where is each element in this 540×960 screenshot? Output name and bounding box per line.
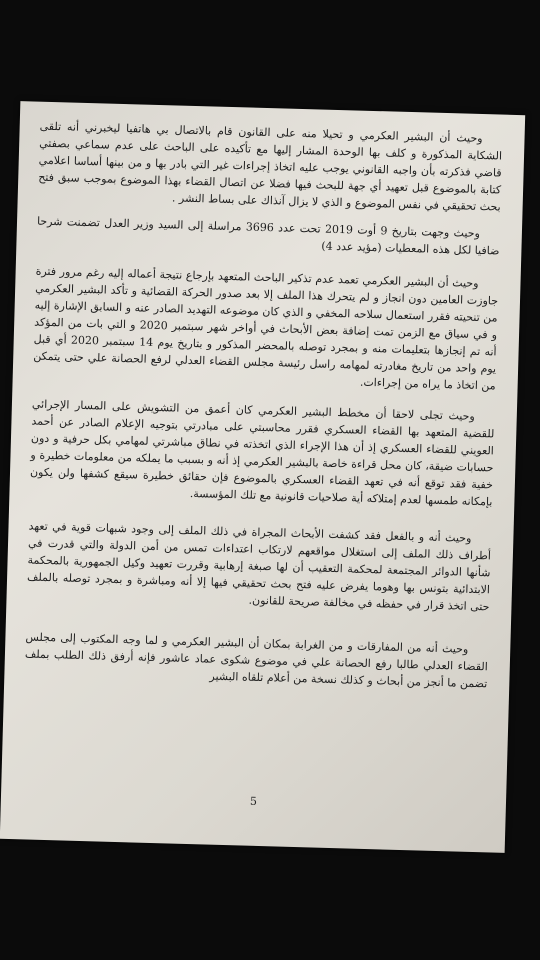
paragraph-1: وحيث أن البشير العكرمي و تحيلا منه على القانون قام بالاتصال بي هاتفيا ليخبرني أنه تلقى الشكاية المذكورة و كلف بها الوحدة المشار إليها مع تأكيده على الباحث على عدم سماعي بصفتي قاضي فذكرته بأن واجبه القانوني يوجب عليه اتخاذ إجراءات غير التي بادر بها و من بينها أساسا اعلامي كتابة بالموضوع قبل تعهيد أي جهة للبحث فيها فضلا عن اتصال القضاء بهذا الموضوع بموجب سبق فتح بحث تحقيقي في نفس الموضوع و الذي لا يزال آنذاك على بساط النشر . <box>38 119 503 214</box>
document-body <box>24 118 503 703</box>
document-page <box>0 101 525 853</box>
paragraph-6: وحيث أنه من المفارقات و من الغرابة بمكان أن البشير العكرمي و لما وجه المكتوب إلى مجلس القضاء العدلي طالبا رفع الحصانة علي في موضوع شكوى عماد عاشور فإنه أرفق ذلك الطلب بملف تضمن ما أنجز من أبحاث و كذلك نسخة من أعلام تلقاه البشير <box>24 630 488 691</box>
paragraph-5: وحيث أنه و بالفعل فقد كشفت الأبحاث المجراة في ذلك الملف إلى وجود شبهات قوية في تعهد أطراف ذلك الملف إلى استغلال مواقعهم لارتكاب اعتداءات تمس من أمن الدولة والتي قدرت في شأنها الدوائر المجتمعة لمحكمة التعقيب أن لها صبغة إرهابية وقررت تعهيد وكيل الجمهورية بالمحكمة الابتدائية بتونس بها وهوما يفرض عليه فتح بحث تحقيقي فيها إلا أنه ومباشرة و بمجرد توصله بالملف حتى اتخذ قرار في حفظه في مخالفة صريحة للقانون. <box>26 519 492 614</box>
paragraph-2: وحيث وجهت بتاريخ 9 أوت 2019 تحت عدد 3696 مراسلة إلى السيد وزير العدل تضمنت شرحا ضافيا لكل هذه المعطيات (مؤيد عدد 4) <box>36 214 500 258</box>
paragraph-3: وحيث أن البشير العكرمي تعمد عدم تذكير الباحث المتعهد بإرجاع نتيجة أعماله إليه رغم مرور فترة جاوزت العامين دون انجاز و لم يتحرك هذا الملف إلا بعد صدور الحركة القضائية و تأكد البشير العكرمي من تنحيته فقرر استعمال سلاحه المخفي و الذي كان موضوعه التهديد الصادر عنه و السابق الإشارة إليه و في سياق مع الزمن تمت إضافة بعض الأبحاث في أواخر شهر سبتمبر 2020 و التي بات من المؤكد أنه تم إنجازها بتعليمات منه و بمجرد توصله بالمحضر المذكور و بتاريخ يوم 14 سبتمبر 2020 أي قبل يوم واحد من تاريخ مغادرته لمهامه راسل رئيسة مجلس القضاء العدلي لرفع الحصانة علي حتى يتمكن من اتخاذ ما يراه من إجراءات. <box>33 264 499 393</box>
paragraph-4: وحيث تجلى لاحقا أن مخطط البشير العكرمي كان أعمق من التشويش على المسار الإجرائي للقضية المتعهد بها القضاء العسكري فقرر محاسبتي على مبادرتي بتوجيه الإعلام الصادر عن أحمد العويني للقضاء العسكري إذ أن هذا الإجراء الذي اتخذته في نطاق مباشرتي لمهامي بكل حرفية و دون حسابات ضيقة، كان محل قراءة خاصة بالبشير العكرمي إذ أنه و بسبب ما يملكه من معلومات خطيرة و خفية فقد توقع أنه في تعهد القضاء العسكري بالموضوع فإن حقائق خطيرة سيقع كشفها ولن يكون بإمكانه طمسها لعدم إمتلاكه أية صلاحيات قانونية مع تلك المؤسسة. <box>29 397 495 509</box>
page-number: 5 <box>249 794 258 808</box>
